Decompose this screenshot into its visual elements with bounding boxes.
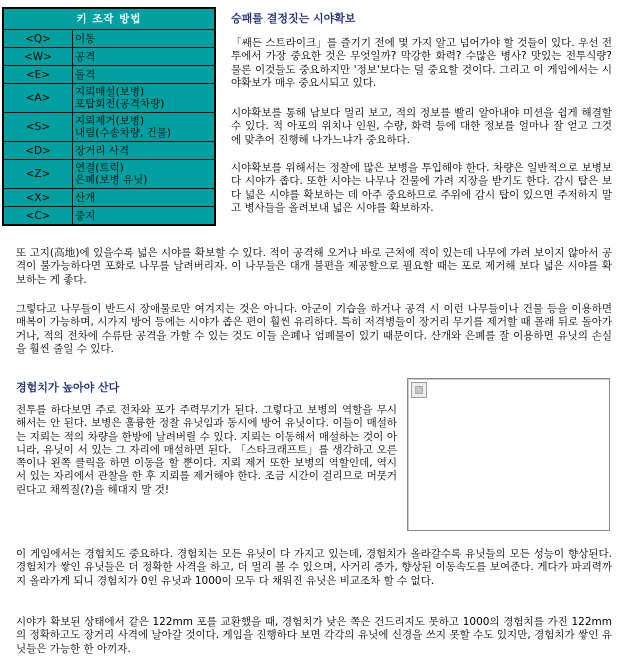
section1-paragraph-5: 그렇다고 나무들이 반드시 장애물로만 여겨지는 것은 아니다. 아군이 기습을 하거나 공격 시 이런 나무들이나 건물 등을 이용하면 매복이 가능하며, 시가지 방어 등에는 시야가 좁은 편이 훨씬 유리하다. 특히 저격병들이 장거리 무기를 제거할 때 몰래 뒤로 돌아가거나, 적의 전차에 수류탄 공격을 가할 수 있는 것도 이들 은폐나 엄폐물이 있기 때문이다. 산개와 은폐를 잘 이용하면 유닛의 손실을 훨씬 줄일 수 있다.	[16, 303, 612, 355]
key-cell: <X>	[3, 189, 73, 207]
key-table-header: 키 조작 방법	[3, 8, 215, 30]
key-cell: <A>	[3, 84, 73, 113]
section2-paragraph-1: 전투를 하다보면 주로 전차와 포가 주력무기가 된다. 그렇다고 보병의 역할을 무시해서는 안 된다. 보병은 훌륭한 정찰 유닛임과 동시에 방어 유닛이다. 이들이 매설하는 지뢰는 적의 차량을 한방에 날려버릴 수 있다. 지뢰는 이동해서 매설하는 것이 아니라, 유닛이 서 있는 그 자리에 매설하면 된다. 「스타크래프트」를 생각하고 오른쪽이나 왼쪽 클릭을 하면 이동을 할 뿐이다. 지뢰 제거 또한 보병의 역할인데, 역시 서 있는 자리에서 관찰을 한 후 지뢰를 제거해야 한다. 조금 시간이 걸리므로 머뭇거린다고 채찍질(?)을 해대지 말 것!	[16, 404, 397, 496]
key-cell: <W>	[3, 48, 73, 66]
section2-paragraph-3: 시야가 확보된 상태에서 같은 122mm 포를 교환했을 때, 경험치가 낮은 쪽은 건드리지도 못하고 1000의 경험치를 가진 122mm의 정확하고도 장거리 사격에 날아갈 것이다. 게임을 진행하다 보면 각각의 유닛에 신경을 쓰지 못할 수도 있지만, 경험치가 쌓인 유닛들은 가능한 한 아끼자.	[16, 616, 612, 655]
section2-title: 경험치가 높아야 산다	[16, 381, 120, 394]
key-cell: <C>	[3, 207, 73, 226]
section1-paragraph-2: 시야확보를 통해 남보다 멀리 보고, 적의 정보를 빨리 알아내야 미션을 쉽게 해결할 수 있다. 적 아포의 위치나 인원, 수량, 화력 등에 대한 정보를 얼마나 잘 얻고 그것에 맞추어 진행해 나가느냐가 중요하다.	[231, 107, 612, 146]
section1-paragraph-1: 「쌔든 스트라이크」를 즐기기 전에 몇 가지 알고 넘어가야 할 것들이 있다. 우선 전투에서 가장 중요한 것은 무엇일까? 막강한 화력? 수많은 병사? 맛있는 전투식량? 물론 이것들도 중요하지만 '정보'보다는 덜 중요할 것이다. 그리고 이 게임에서는 시야확보가 매우 중요시되고 있다.	[231, 37, 612, 89]
action-cell: 이동	[73, 30, 216, 48]
action-cell: 지뢰제거(보병) 내림(수송차량, 건물)	[73, 113, 216, 142]
key-cell: <D>	[3, 142, 73, 160]
broken-image-placeholder	[407, 378, 610, 531]
action-cell: 지뢰매설(보병) 포탑회전(공격차량)	[73, 84, 216, 113]
key-cell: <Q>	[3, 30, 73, 48]
action-cell: 장거리 사격	[73, 142, 216, 160]
action-cell: 돌격	[73, 66, 216, 84]
key-controls-table	[2, 7, 216, 226]
section1-title: 승패를 결정짓는 시야확보	[231, 12, 356, 25]
action-cell: 중지	[73, 207, 216, 226]
action-cell: 공격	[73, 48, 216, 66]
section2-paragraph-2: 이 게임에서는 경험치도 중요하다. 경험치는 모든 유닛이 다 가지고 있는데, 경험치가 올라갈수록 유닛들의 모든 성능이 향상된다. 경험치가 쌓인 유닛들은 더 정확한 사격을 하고, 더 멀리 볼 수 있으며, 사거리 증가, 향상된 이동속도를 보여준다. 게다가 파괴력까지 올라가게 되니 경험치가 0인 유닛과 1000이 모두 다 채워진 유닛은 비교조차 할 수 없다.	[16, 548, 612, 587]
section1-paragraph-3: 시야확보를 위해서는 정찰에 많은 보병을 투입해야 한다. 차량은 일반적으로 보병보다 시야가 좁다. 또한 시야는 나무나 건물에 가려 지장을 받기도 한다. 감시 탑은 보다 넓은 시야를 확보하는 데 아주 중요하므로 주위에 감시 탑이 있으면 주저하지 말고 병사들을 올려보내 넓은 시야를 확보하자.	[231, 162, 612, 214]
action-cell: 연결(트럭) 은폐(보병 유닛)	[73, 160, 216, 189]
section1-paragraph-4: 또 고지(高地)에 있을수록 넓은 시야를 확보할 수 있다. 적이 공격해 오거나 바로 근처에 적이 있는데 나무에 가려 보이지 않아서 공격이 불가능하다면 포화로 나무를 날려버리자. 이 나무들은 대개 불편을 제공할으로 필요할 때는 포로 제거해 보다 넓은 시야를 확보하는 게 좋다.	[16, 247, 612, 286]
action-cell: 산개	[73, 189, 216, 207]
key-cell: <S>	[3, 113, 73, 142]
key-cell: <E>	[3, 66, 73, 84]
key-cell: <Z>	[3, 160, 73, 189]
broken-image-icon	[411, 382, 427, 398]
